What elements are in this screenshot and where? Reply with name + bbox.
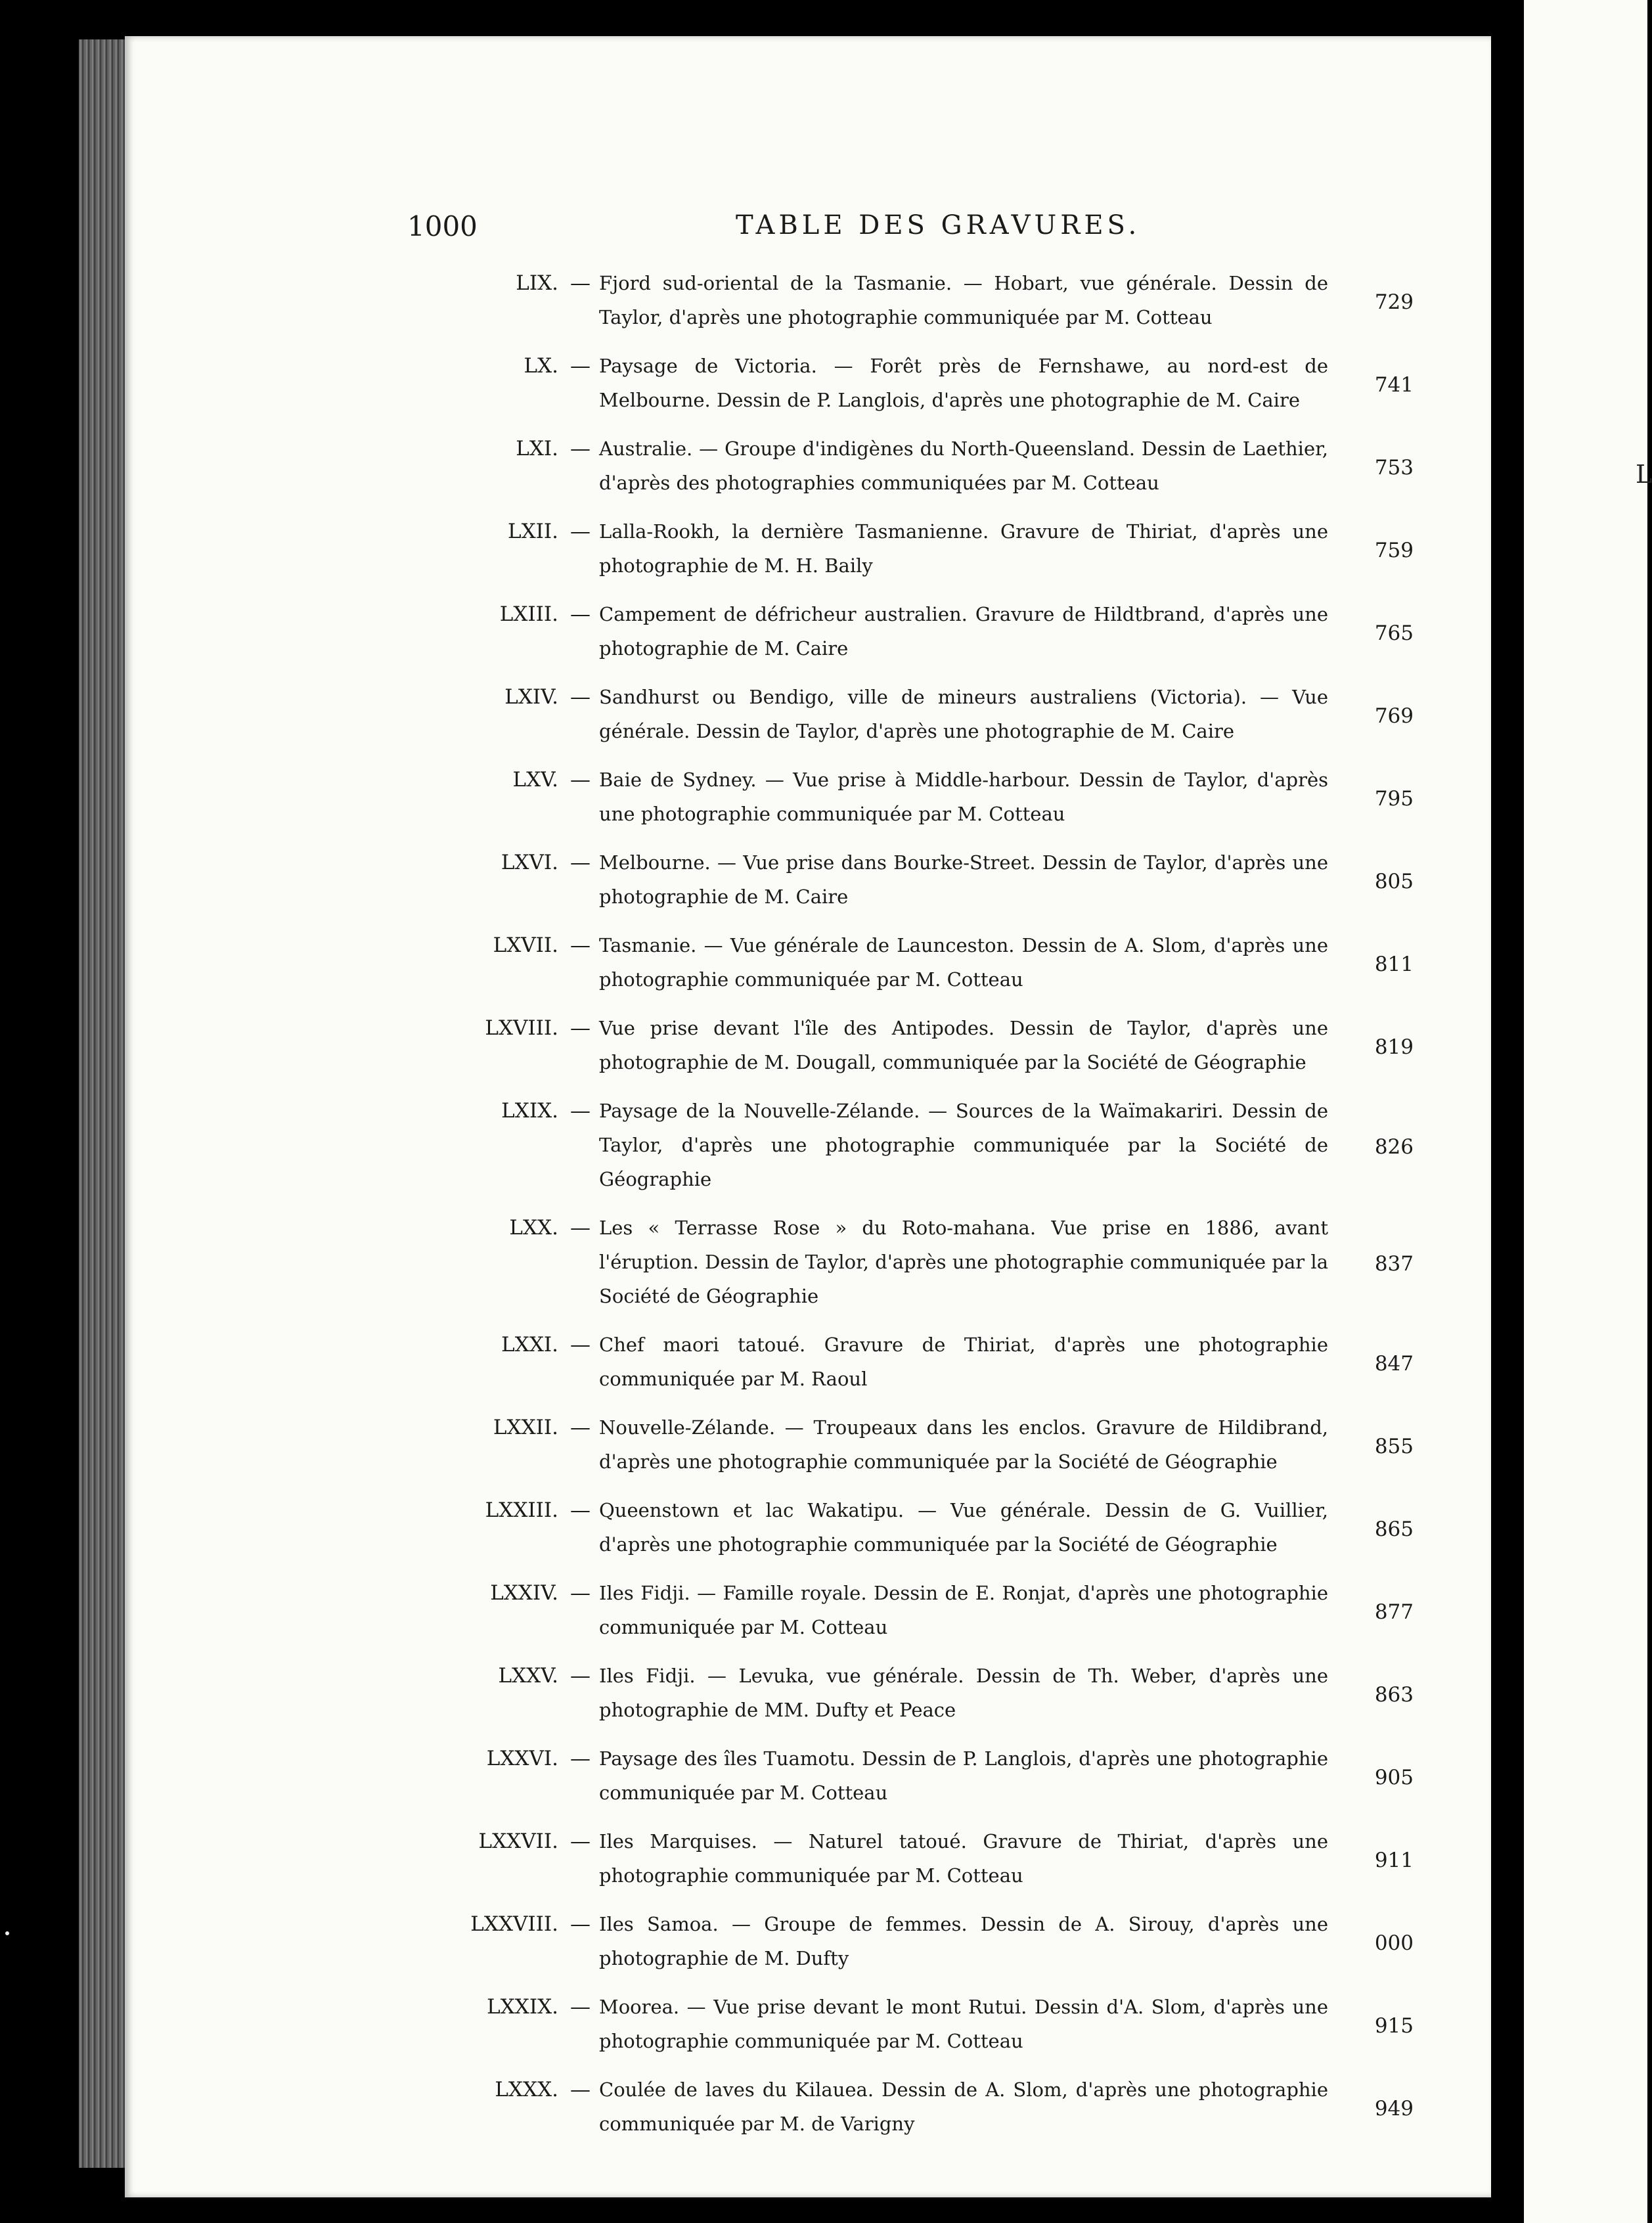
toc-entry [434, 1094, 1432, 1196]
plate-number: LXXIV. [490, 1581, 558, 1605]
toc-entry [434, 680, 1432, 748]
plate-description: Moorea. — Vue prise devant le mont Rutui. Dessin d'A. Slom, d'après une photographie communiquée par M. Cotteau [599, 1996, 1328, 2052]
page-reference: 759 [1374, 539, 1414, 562]
entry-dash: — [570, 768, 591, 792]
page-reference: 729 [1374, 290, 1414, 314]
book-spine-edge [79, 39, 131, 2168]
page-reference: 826 [1374, 1135, 1414, 1159]
plate-description: Australie. — Groupe d'indigènes du North-Queensland. Dessin de Laethier, d'après des photographies communiquées par M. Cotteau [599, 438, 1328, 494]
page-reference: 911 [1374, 1849, 1414, 1872]
plate-description: Campement de défricheur australien. Gravure de Hildtbrand, d'après une photographie de M. Caire [599, 603, 1328, 660]
plate-description: Iles Fidji. — Famille royale. Dessin de E. Ronjat, d'après une photographie communiquée par M. Cotteau [599, 1582, 1328, 1638]
page-reference: 905 [1374, 1766, 1414, 1789]
toc-entry [434, 1410, 1432, 1479]
plate-description: Paysage de Victoria. — Forêt près de Fernshawe, au nord-est de Melbourne. Dessin de P. Langlois, d'après une photographie de M. Caire [599, 355, 1328, 411]
entry-dash: — [570, 1498, 591, 1522]
entry-dash: — [570, 520, 591, 543]
plate-number: LXIX. [501, 1099, 558, 1123]
plate-number: LXXI. [501, 1333, 558, 1357]
page-reference: 753 [1374, 456, 1414, 480]
toc-entry [434, 928, 1432, 997]
toc-entry [434, 1824, 1432, 1893]
toc-entry [434, 1659, 1432, 1727]
entry-dash: — [570, 1747, 591, 1770]
page-title: TABLE DES GRAVURES. [736, 210, 1141, 240]
toc-entry [434, 597, 1432, 665]
plate-number: LXXX. [495, 2078, 558, 2101]
page-reference: 865 [1374, 1517, 1414, 1541]
plate-number: LXV. [512, 768, 558, 792]
page-reference: 819 [1374, 1035, 1414, 1059]
page-reference: 795 [1374, 787, 1414, 811]
plate-number: LXXVII. [478, 1830, 558, 1853]
entry-dash: — [570, 1416, 591, 1439]
plate-number: LXVII. [493, 933, 558, 957]
entry-dash: — [570, 1912, 591, 1936]
plate-description: Paysage de la Nouvelle-Zélande. — Sources de la Waïmakariri. Dessin de Taylor, d'après une photographie communiquée par la Société de Géographie [599, 1100, 1328, 1190]
plate-description: Nouvelle-Zélande. — Troupeaux dans les enclos. Gravure de Hildibrand, d'après une photographie communiquée par la Société de Géographie [599, 1416, 1328, 1473]
entry-dash: — [570, 1830, 591, 1853]
toc-entry [434, 1493, 1432, 1561]
entry-dash: — [570, 271, 591, 295]
toc-entry [434, 1990, 1432, 2058]
toc-entry [434, 845, 1432, 914]
toc-entry [434, 1741, 1432, 1810]
facing-page-mark: L [1636, 460, 1652, 489]
plate-description: Chef maori tatoué. Gravure de Thiriat, d'après une photographie communiquée par M. Raoul [599, 1334, 1328, 1390]
entry-dash: — [570, 1664, 591, 1688]
page-reference: 837 [1374, 1252, 1414, 1276]
entry-dash: — [570, 354, 591, 378]
entry-dash: — [570, 437, 591, 460]
plate-description: Iles Marquises. — Naturel tatoué. Gravure de Thiriat, d'après une photographie communiquée par M. Cotteau [599, 1830, 1328, 1887]
plate-description: Paysage des îles Tuamotu. Dessin de P. Langlois, d'après une photographie communiquée par M. Cotteau [599, 1747, 1328, 1804]
toc-entry [434, 1211, 1432, 1313]
plate-number: LXI. [516, 437, 558, 460]
entry-dash: — [570, 2078, 591, 2101]
plate-number: LXVIII. [485, 1016, 558, 1040]
entry-dash: — [570, 1216, 591, 1240]
plate-number: LXIII. [499, 602, 558, 626]
plate-description: Queenstown et lac Wakatipu. — Vue générale. Dessin de G. Vuillier, d'après une photographie communiquée par la Société de Géographie [599, 1499, 1328, 1556]
plate-description: Tasmanie. — Vue générale de Launceston. Dessin de A. Slom, d'après une photographie communiquée par M. Cotteau [599, 934, 1328, 991]
toc-entry [434, 432, 1432, 500]
page-reference: 765 [1374, 621, 1414, 645]
entry-dash: — [570, 1099, 591, 1123]
page-reference: 769 [1374, 704, 1414, 728]
toc-entry [434, 1011, 1432, 1079]
entry-dash: — [570, 933, 591, 957]
plate-number: LXXIII. [485, 1498, 558, 1522]
toc-entry [434, 349, 1432, 417]
page-reference: 000 [1374, 1931, 1414, 1955]
plate-description: Fjord sud-oriental de la Tasmanie. — Hobart, vue générale. Dessin de Taylor, d'après une photographie communiquée par M. Cotteau [599, 272, 1328, 328]
table-of-engravings [434, 266, 1432, 2155]
page-reference: 811 [1374, 953, 1414, 976]
plate-description: Baie de Sydney. — Vue prise à Middle-harbour. Dessin de Taylor, d'après une photographie communiquée par M. Cotteau [599, 769, 1328, 825]
plate-description: Melbourne. — Vue prise dans Bourke-Street. Dessin de Taylor, d'après une photographie de M. Caire [599, 851, 1328, 908]
toc-entry [434, 763, 1432, 831]
entry-dash: — [570, 1581, 591, 1605]
plate-number: LXXV. [498, 1664, 558, 1688]
entry-dash: — [570, 685, 591, 709]
plate-number: LXXII. [493, 1416, 558, 1439]
entry-dash: — [570, 602, 591, 626]
page-reference: 847 [1374, 1352, 1414, 1376]
entry-dash: — [570, 1016, 591, 1040]
plate-description: Sandhurst ou Bendigo, ville de mineurs australiens (Victoria). — Vue générale. Dessin de Taylor, d'après une photographie de M. Caire [599, 686, 1328, 742]
plate-number: LXXVIII. [470, 1912, 558, 1936]
toc-entry [434, 1328, 1432, 1396]
toc-entry [434, 266, 1432, 334]
toc-entry [434, 1907, 1432, 1975]
page-reference: 949 [1374, 2097, 1414, 2121]
page-reference: 877 [1374, 1600, 1414, 1624]
page-reference: 741 [1374, 373, 1414, 397]
facing-page [1524, 0, 1652, 2223]
plate-number: LXXVI. [486, 1747, 558, 1770]
plate-description: Lalla-Rookh, la dernière Tasmanienne. Gravure de Thiriat, d'après une photographie de M. H. Baily [599, 520, 1328, 577]
plate-description: Vue prise devant l'île des Antipodes. Dessin de Taylor, d'après une photographie de M. Dougall, communiquée par la Société de Géographie [599, 1017, 1328, 1073]
scan-speck [5, 1931, 9, 1935]
page-reference: 863 [1374, 1683, 1414, 1707]
toc-entry [434, 1576, 1432, 1644]
page-reference: 855 [1374, 1435, 1414, 1458]
plate-description: Iles Fidji. — Levuka, vue générale. Dessin de Th. Weber, d'après une photographie de MM. Dufty et Peace [599, 1665, 1328, 1721]
page-number: 1000 [407, 210, 478, 242]
plate-number: LX. [524, 354, 558, 378]
plate-number: LIX. [516, 271, 558, 295]
plate-number: LXXIX. [487, 1995, 558, 2019]
plate-description: Iles Samoa. — Groupe de femmes. Dessin de A. Sirouy, d'après une photographie de M. Dufty [599, 1913, 1328, 1969]
plate-number: LXIV. [504, 685, 558, 709]
entry-dash: — [570, 1995, 591, 2019]
plate-number: LXII. [507, 520, 558, 543]
page-reference: 915 [1374, 2014, 1414, 2038]
entry-dash: — [570, 851, 591, 874]
toc-entry [434, 2073, 1432, 2141]
plate-description: Les « Terrasse Rose » du Roto-mahana. Vue prise en 1886, avant l'éruption. Dessin de Taylor, d'après une photographie communiquée par la Société de Géographie [599, 1217, 1328, 1307]
entry-dash: — [570, 1333, 591, 1357]
plate-description: Coulée de laves du Kilauea. Dessin de A. Slom, d'après une photographie communiquée par M. de Varigny [599, 2078, 1328, 2135]
toc-entry [434, 514, 1432, 583]
page-header [407, 197, 1261, 250]
plate-number: LXVI. [501, 851, 558, 874]
page-reference: 805 [1374, 870, 1414, 893]
plate-number: LXX. [509, 1216, 558, 1240]
